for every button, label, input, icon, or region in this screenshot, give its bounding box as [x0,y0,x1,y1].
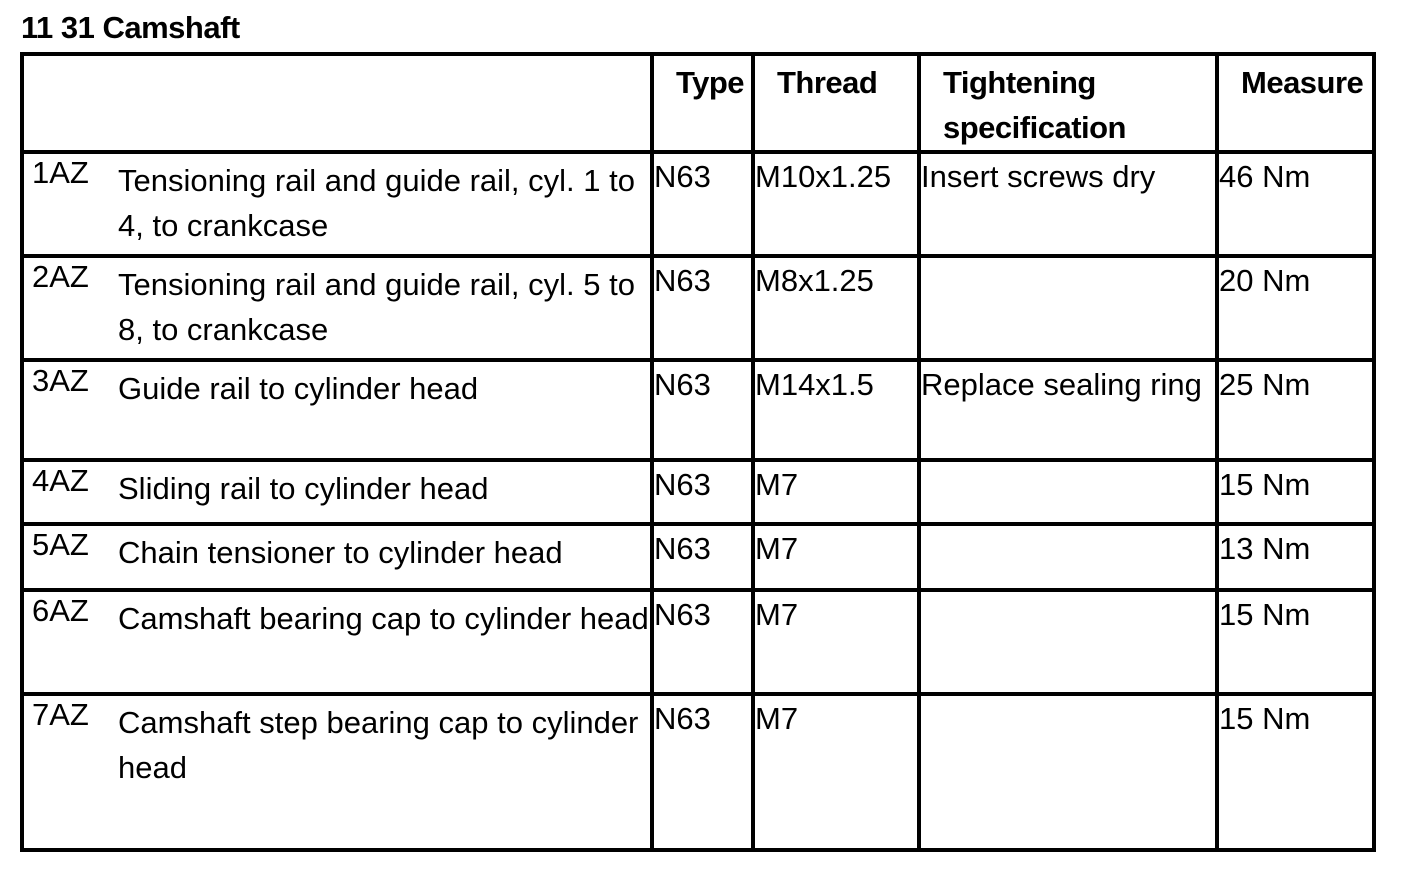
position-label: 2AZ [32,259,89,294]
position-label: 6AZ [32,593,89,628]
type-cell: N63 [652,360,753,460]
description-cell [22,590,652,694]
position-label: 7AZ [32,697,89,732]
header-thread: Thread [753,54,919,152]
measure-cell: 15 Nm [1217,590,1374,694]
thread-cell: M7 [753,460,919,524]
measure-cell: 15 Nm [1217,460,1374,524]
table-row-3az [22,360,1374,460]
description-text: Chain tensioner to cylinder head [118,535,563,570]
description-cell [22,694,652,850]
type-cell: N63 [652,256,753,360]
measure-cell: 46 Nm [1217,152,1374,256]
tightening-cell: Replace sealing ring [919,360,1217,460]
section-title: 11 31 Camshaft [21,10,240,45]
thread-cell: M14x1.5 [753,360,919,460]
position-label: 4AZ [32,463,89,498]
type-cell: N63 [652,694,753,850]
header-tightening-specification: Tightening specification [919,54,1217,152]
type-cell: N63 [652,460,753,524]
description-cell [22,460,652,524]
type-cell: N63 [652,152,753,256]
table-row-6az [22,590,1374,694]
thread-cell: M8x1.25 [753,256,919,360]
header-measure: Measure [1217,54,1374,152]
position-label: 5AZ [32,527,89,562]
description-cell [22,524,652,590]
table-row-7az [22,694,1374,850]
tightening-cell [919,460,1217,524]
header-row [22,54,1374,152]
position-label: 1AZ [32,155,89,190]
thread-cell: M7 [753,590,919,694]
description-text: Tensioning rail and guide rail, cyl. 1 to 4, to crankcase [118,163,635,243]
header-type: Type [652,54,753,152]
position-label: 3AZ [32,363,89,398]
measure-cell: 15 Nm [1217,694,1374,850]
table-row-1az [22,152,1374,256]
table-row-2az [22,256,1374,360]
type-cell: N63 [652,590,753,694]
description-text: Guide rail to cylinder head [118,371,479,406]
table-row-4az [22,460,1374,524]
description-text: Camshaft step bearing cap to cylinder head [118,705,639,785]
description-text: Camshaft bearing cap to cylinder head [118,601,649,636]
description-cell [22,256,652,360]
tightening-cell [919,694,1217,850]
thread-cell: M7 [753,524,919,590]
measure-cell: 25 Nm [1217,360,1374,460]
thread-cell: M10x1.25 [753,152,919,256]
measure-cell: 13 Nm [1217,524,1374,590]
tightening-cell [919,524,1217,590]
tightening-cell [919,590,1217,694]
description-text: Sliding rail to cylinder head [118,471,489,506]
description-cell [22,360,652,460]
header-description [22,54,652,152]
table-row-5az [22,524,1374,590]
thread-cell: M7 [753,694,919,850]
description-cell [22,152,652,256]
tightening-cell [919,256,1217,360]
measure-cell: 20 Nm [1217,256,1374,360]
tightening-cell: Insert screws dry [919,152,1217,256]
torque-spec-table [20,52,1376,852]
description-text: Tensioning rail and guide rail, cyl. 5 to 8, to crankcase [118,267,635,347]
type-cell: N63 [652,524,753,590]
